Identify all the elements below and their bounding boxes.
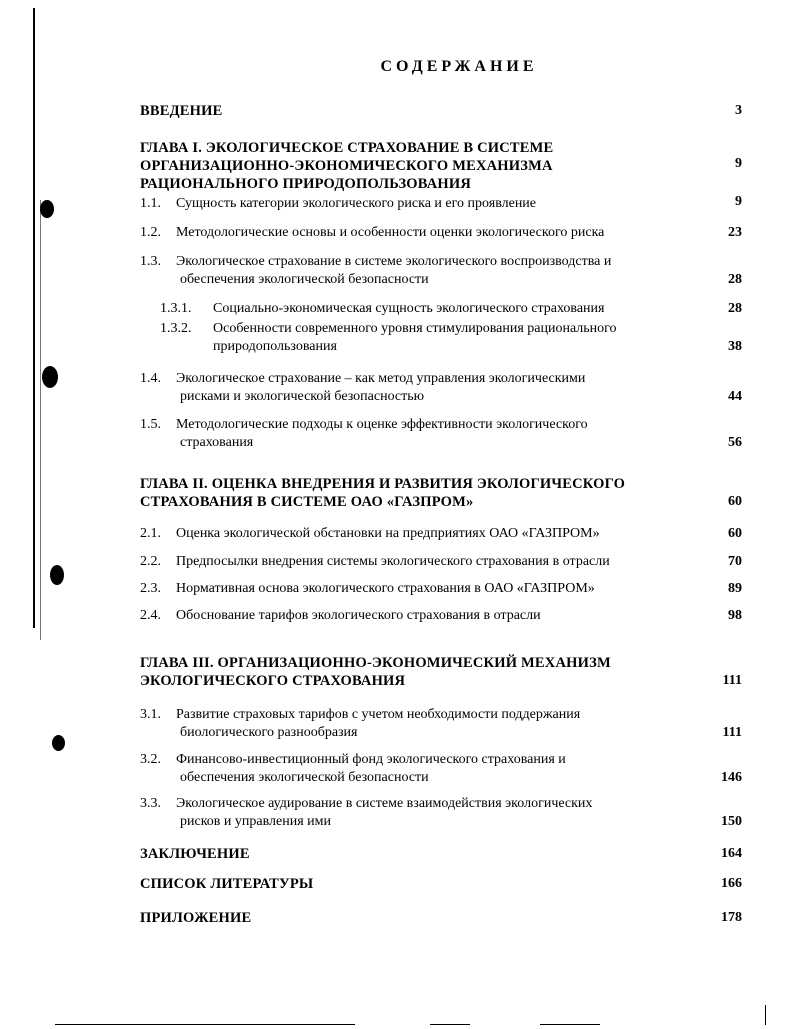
toc-section-number: 1.5. xyxy=(140,417,161,432)
toc-entry-text: ВВЕДЕНИЕ xyxy=(140,103,223,119)
toc-section-number: 1.3.2. xyxy=(160,321,192,336)
toc-page-number: 111 xyxy=(722,725,742,740)
scan-hole-mark xyxy=(52,735,65,751)
toc-entry-3-1[interactable] xyxy=(140,706,742,742)
toc-section-number: 2.3. xyxy=(140,581,161,596)
toc-entry-text: Экологическое аудирование в системе взаимодействия экологических xyxy=(176,796,593,811)
toc-entry-text: СПИСОК ЛИТЕРАТУРЫ xyxy=(140,876,314,892)
toc-entry-text: Особенности современного уровня стимулирования рационального xyxy=(213,321,617,336)
toc-entry-text: Экологическое страхование – как метод управления экологическими xyxy=(176,371,586,386)
toc-page-number: 150 xyxy=(721,814,742,829)
toc-section-number: 3.1. xyxy=(140,707,161,722)
toc-section-number: 3.3. xyxy=(140,796,161,811)
toc-page-number: 38 xyxy=(728,339,742,354)
toc-page-number: 56 xyxy=(728,435,742,450)
toc-page-number: 23 xyxy=(728,225,742,240)
toc-entry-1-3-1[interactable] xyxy=(160,300,742,318)
toc-entry-text: Обоснование тарифов экологического страхования в отрасли xyxy=(176,608,541,623)
toc-section-number: 2.1. xyxy=(140,526,161,541)
toc-page-number: 166 xyxy=(721,876,742,891)
toc-section-number: 3.2. xyxy=(140,752,161,767)
toc-entry-conclusion[interactable] xyxy=(140,845,742,863)
toc-entry-chapter-1[interactable] xyxy=(140,139,742,193)
toc-page-number: 60 xyxy=(728,494,742,509)
toc-page-number: 60 xyxy=(728,526,742,541)
toc-section-number: 2.4. xyxy=(140,608,161,623)
toc-entry-text: ЭКОЛОГИЧЕСКОГО СТРАХОВАНИЯ xyxy=(140,673,406,689)
scan-edge-line xyxy=(40,200,41,640)
toc-page-number: 9 xyxy=(735,194,742,209)
toc-entry-text: ГЛАВА I. ЭКОЛОГИЧЕСКОЕ СТРАХОВАНИЕ В СИСТЕМЕ xyxy=(140,140,554,156)
toc-entry-2-2[interactable] xyxy=(140,553,742,571)
toc-entry-text: Предпосылки внедрения системы экологического страхования в отрасли xyxy=(176,554,610,569)
toc-entry-1-4[interactable] xyxy=(140,370,742,406)
toc-entry-chapter-2[interactable] xyxy=(140,475,742,511)
toc-section-number: 1.2. xyxy=(140,225,161,240)
toc-page-number: 164 xyxy=(721,846,742,861)
toc-entry-2-4[interactable] xyxy=(140,607,742,625)
toc-entry-3-2[interactable] xyxy=(140,751,742,787)
scan-edge-line xyxy=(33,8,35,628)
toc-entry-text: обеспечения экологической безопасности xyxy=(180,272,429,287)
toc-page-number: 28 xyxy=(728,272,742,287)
scan-hole-mark xyxy=(50,565,64,585)
toc-entry-text: Методологические подходы к оценке эффективности экологического xyxy=(176,417,588,432)
toc-entry-text: Оценка экологической обстановки на предприятиях ОАО «ГАЗПРОМ» xyxy=(176,526,600,541)
scan-edge-line xyxy=(55,1024,355,1025)
toc-entry-3-3[interactable] xyxy=(140,795,742,831)
toc-entry-text: рисков и управления ими xyxy=(180,814,331,829)
toc-entry-text: Социально-экономическая сущность экологического страхования xyxy=(213,301,605,316)
toc-entry-references[interactable] xyxy=(140,875,742,893)
toc-section-number: 1.3.1. xyxy=(160,301,192,316)
toc-section-number: 2.2. xyxy=(140,554,161,569)
toc-page-number: 70 xyxy=(728,554,742,569)
scan-hole-mark xyxy=(42,366,58,388)
toc-page-number: 9 xyxy=(735,156,742,171)
toc-page-number: 44 xyxy=(728,389,742,404)
toc-entry-text: Сущность категории экологического риска и его проявление xyxy=(176,196,537,211)
toc-entry-text: СТРАХОВАНИЯ В СИСТЕМЕ ОАО «ГАЗПРОМ» xyxy=(140,494,474,510)
toc-entry-text: Развитие страховых тарифов с учетом необходимости поддержания xyxy=(176,707,581,722)
toc-entry-text: обеспечения экологической безопасности xyxy=(180,770,429,785)
toc-entry-chapter-3[interactable] xyxy=(140,654,742,690)
toc-entry-text: рисками и экологической безопасностью xyxy=(180,389,425,404)
toc-entry-text: ГЛАВА II. ОЦЕНКА ВНЕДРЕНИЯ И РАЗВИТИЯ ЭКОЛОГИЧЕСКОГО xyxy=(140,476,626,492)
toc-entry-1-1[interactable] xyxy=(140,195,742,213)
page-title: СОДЕРЖАНИЕ xyxy=(380,58,538,75)
toc-page-number: 89 xyxy=(728,581,742,596)
scan-edge-line xyxy=(430,1024,470,1025)
toc-section-number: 1.4. xyxy=(140,371,161,386)
toc-entry-text: биологического разнообразия xyxy=(180,725,358,740)
scan-hole-mark xyxy=(40,200,54,218)
toc-page-number: 178 xyxy=(721,910,742,925)
toc-entry-text: Экологическое страхование в системе экологического воспроизводства и xyxy=(176,254,612,269)
toc-page-number: 3 xyxy=(735,103,742,118)
toc-entry-1-3-2[interactable] xyxy=(160,320,742,356)
scan-edge-line xyxy=(765,1005,766,1025)
toc-page-number: 146 xyxy=(721,770,742,785)
toc-entry-text: ГЛАВА III. ОРГАНИЗАЦИОННО-ЭКОНОМИЧЕСКИЙ МЕХАНИЗМ xyxy=(140,655,611,671)
toc-entry-1-3[interactable] xyxy=(140,253,742,289)
toc-page-number: 98 xyxy=(728,608,742,623)
toc-entry-1-2[interactable] xyxy=(140,224,742,242)
toc-entry-text: РАЦИОНАЛЬНОГО ПРИРОДОПОЛЬЗОВАНИЯ xyxy=(140,176,472,192)
toc-entry-text: Нормативная основа экологического страхования в ОАО «ГАЗПРОМ» xyxy=(176,581,595,596)
toc-entry-text: страхования xyxy=(180,435,254,450)
scan-edge-line xyxy=(540,1024,600,1025)
toc-entry-appendix[interactable] xyxy=(140,909,742,927)
toc-page-number: 111 xyxy=(722,673,742,688)
toc-entry-1-5[interactable] xyxy=(140,416,742,452)
toc-page-number: 28 xyxy=(728,301,742,316)
toc-entry-text: Финансово-инвестиционный фонд экологического страхования и xyxy=(176,752,566,767)
toc-entry-text: ОРГАНИЗАЦИОННО-ЭКОНОМИЧЕСКОГО МЕХАНИЗМА xyxy=(140,158,553,174)
toc-entry-text: природопользования xyxy=(213,339,337,354)
toc-section-number: 1.3. xyxy=(140,254,161,269)
toc-entry-text: ПРИЛОЖЕНИЕ xyxy=(140,910,252,926)
toc-entry-2-3[interactable] xyxy=(140,580,742,598)
toc-entry-intro[interactable] xyxy=(140,102,742,120)
toc-entry-text: Методологические основы и особенности оценки экологического риска xyxy=(176,225,605,240)
toc-entry-text: ЗАКЛЮЧЕНИЕ xyxy=(140,846,250,862)
toc-section-number: 1.1. xyxy=(140,196,161,211)
toc-entry-2-1[interactable] xyxy=(140,525,742,543)
